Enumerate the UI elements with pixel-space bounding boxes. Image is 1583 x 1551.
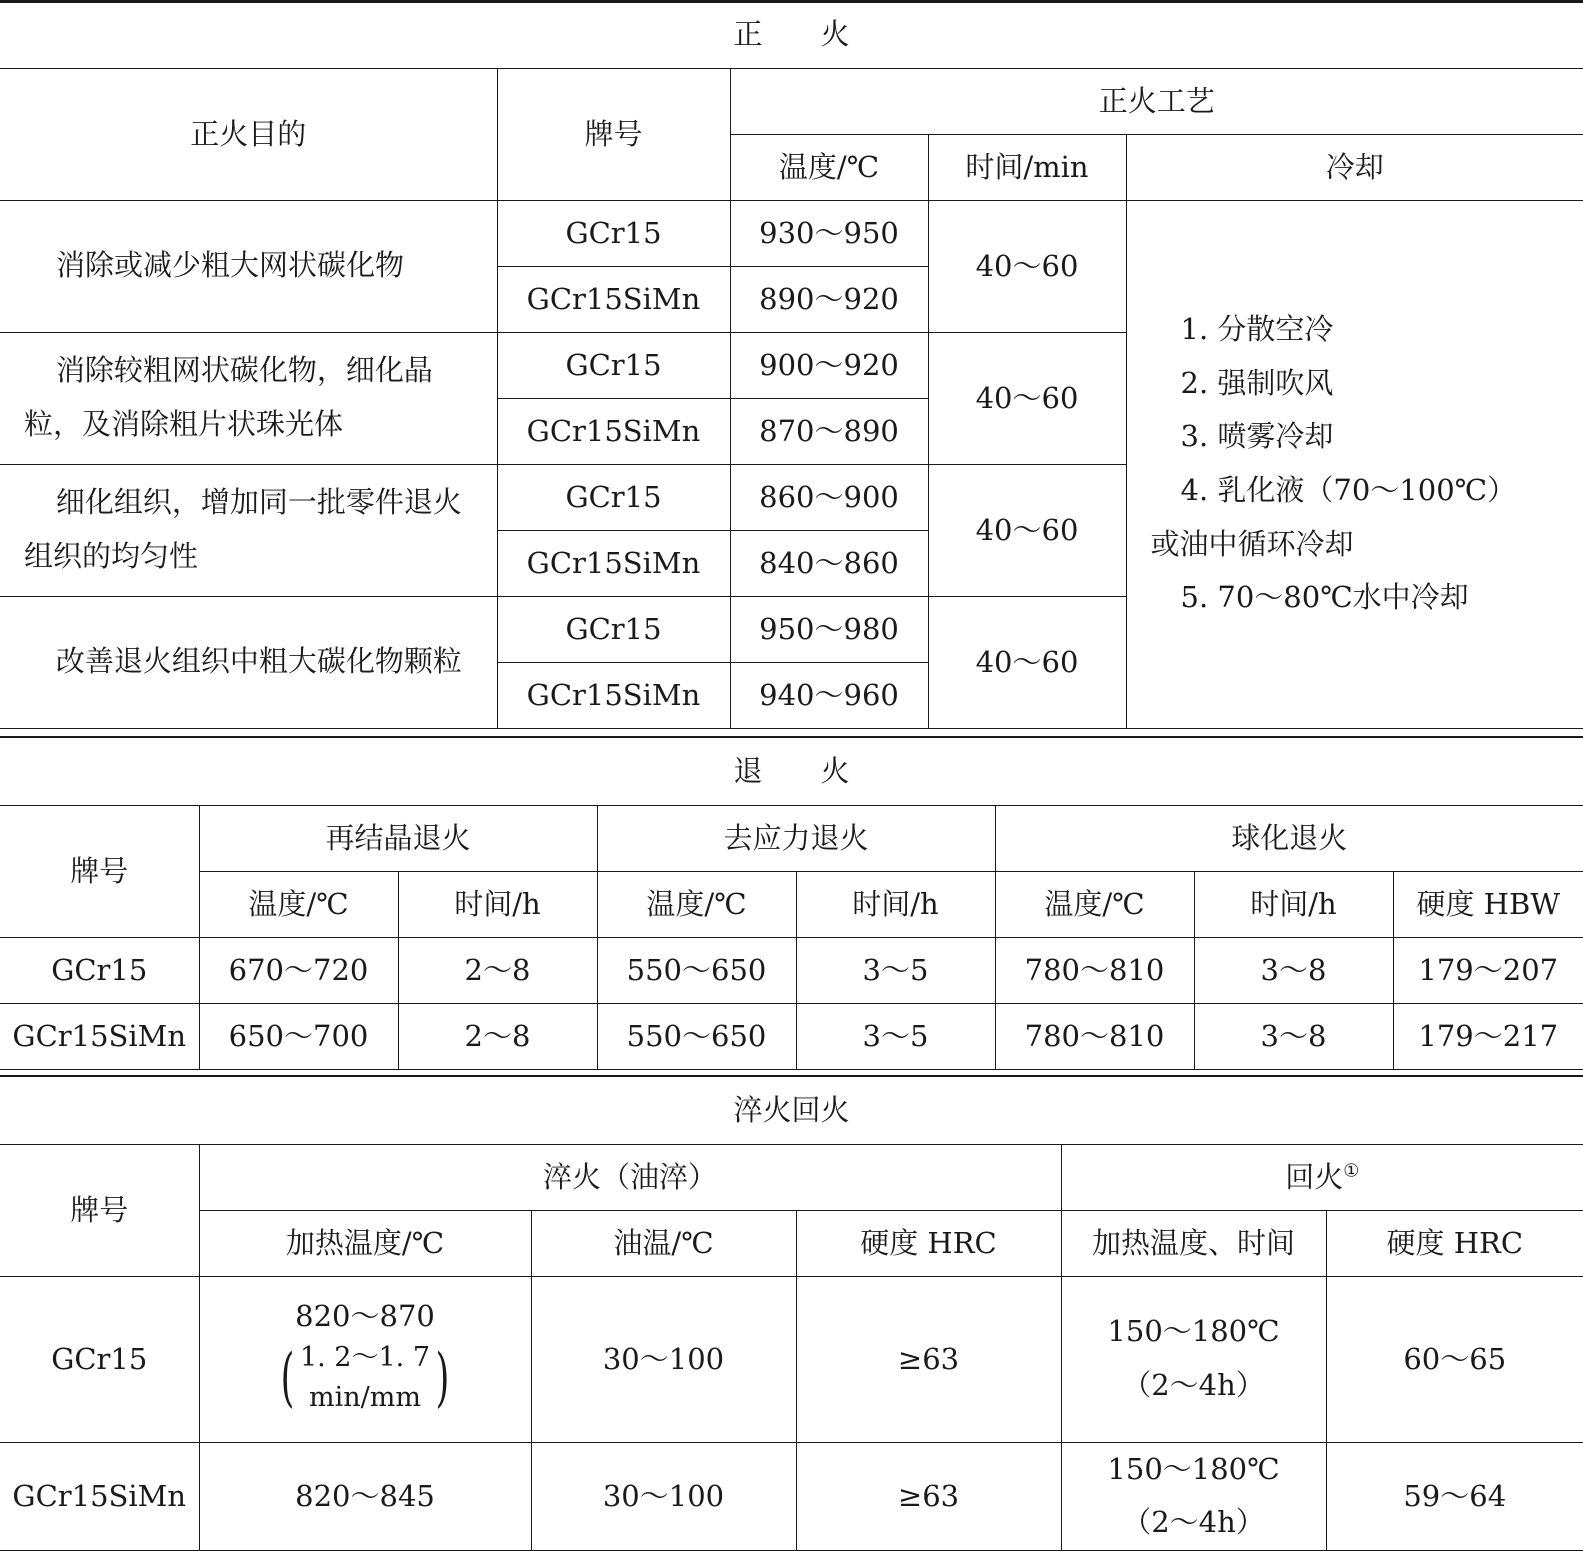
header-time: 时间/h [796,871,995,937]
header-temp: 温度/℃ [995,871,1194,937]
rec-temp-cell: 650～700 [199,1003,398,1069]
cooling-item: 1. 分散空冷 [1180,312,1334,347]
grade-cell: GCr15SiMn [497,662,730,728]
header-time: 时间/h [398,871,597,937]
temp-cell: 860～900 [730,464,928,530]
hardness-cell: 179～207 [1393,937,1583,1003]
sr-temp-cell: 550～650 [597,937,796,1003]
temp-cell: 840～860 [730,530,928,596]
temp-cell: 900～920 [730,332,928,398]
grade-cell: GCr15 [497,332,730,398]
sr-temp-cell: 550～650 [597,1003,796,1069]
header-temper-hardness: 硬度 HRC [1326,1210,1583,1276]
header-spheroidizing: 球化退火 [995,805,1583,871]
temp-cell: 890～920 [730,266,928,332]
time-cell: 40～60 [928,596,1126,728]
heat-rate [275,1338,455,1419]
grade-cell: GCr15 [497,596,730,662]
quench-temper-table [0,1078,1583,1551]
heat-temp-value: 820～870 [295,1299,435,1334]
temper-hardness-cell: 60～65 [1326,1276,1583,1442]
temp-cell: 940～960 [730,662,928,728]
rec-time-cell: 2～8 [398,937,597,1003]
header-temper [1061,1144,1583,1210]
cooling-item: 2. 强制吹风 [1180,365,1334,400]
header-purpose: 正火目的 [0,68,497,200]
left-paren: ( [280,1341,295,1416]
oil-temp-cell: 30～100 [531,1442,796,1550]
grade-cell: GCr15SiMn [0,1442,199,1550]
quench-temper-title: 淬火回火 [0,1078,1583,1144]
grade-cell: GCr15SiMn [497,530,730,596]
grade-cell: GCr15 [0,937,199,1003]
table-row [0,937,1583,1003]
normalizing-title: 正 火 [0,2,1583,68]
oil-temp-cell: 30～100 [531,1276,796,1442]
temper-time: （2～4h） [1122,1368,1265,1402]
grade-cell: GCr15 [497,464,730,530]
purpose-cell: 消除或减少粗大网状碳化物 [0,200,497,332]
table-row [0,1276,1583,1442]
grade-cell: GCr15 [497,200,730,266]
sph-temp-cell: 780～810 [995,937,1194,1003]
purpose-cell: 消除较粗网状碳化物，细化晶粒，及消除粗片状珠光体 [0,332,497,464]
grade-cell: GCr15 [0,1276,199,1442]
heat-temp-cell [199,1276,531,1442]
rec-time-cell: 2～8 [398,1003,597,1069]
time-cell: 40～60 [928,200,1126,332]
sph-time-cell: 3～8 [1194,1003,1393,1069]
temp-cell: 870～890 [730,398,928,464]
hardness-cell: ≥63 [796,1276,1061,1442]
temper-cell [1061,1442,1326,1550]
temper-hardness-cell: 59～64 [1326,1442,1583,1550]
header-process: 正火工艺 [730,68,1583,134]
header-quench: 淬火（油淬） [199,1144,1061,1210]
heat-rate-value: 1. 2～1. 7 [299,1341,431,1373]
header-time: 时间/h [1194,871,1393,937]
grade-cell: GCr15SiMn [497,266,730,332]
header-temp: 温度/℃ [199,871,398,937]
cooling-item: 5. 70～80℃水中冷却 [1180,580,1469,615]
sph-temp-cell: 780～810 [995,1003,1194,1069]
sr-time-cell: 3～5 [796,1003,995,1069]
header-temper-label: 回火 [1285,1159,1344,1194]
purpose-cell: 细化组织，增加同一批零件退火组织的均匀性 [0,464,497,596]
normalizing-table [0,2,1583,729]
cooling-item: 3. 喷雾冷却 [1180,419,1334,454]
heat-rate-fraction [300,1338,430,1419]
annealing-table [0,739,1583,1070]
heat-rate-unit: min/mm [309,1382,421,1414]
header-temp: 温度/℃ [730,134,928,200]
header-temp: 温度/℃ [597,871,796,937]
header-time: 时间/min [928,134,1126,200]
hardness-cell: ≥63 [796,1442,1061,1550]
rec-temp-cell: 670～720 [199,937,398,1003]
header-cooling: 冷却 [1126,134,1583,200]
header-heat-temp-time: 加热温度、时间 [1061,1210,1326,1276]
header-grade: 牌号 [497,68,730,200]
temper-cell [1061,1276,1326,1442]
section-separator [0,1075,1583,1077]
header-stress-relief: 去应力退火 [597,805,995,871]
header-grade: 牌号 [0,805,199,937]
cooling-item: 或油中循环冷却 [1150,526,1354,561]
footnote-marker: ① [1343,1159,1360,1181]
grade-cell: GCr15SiMn [497,398,730,464]
section-separator [0,736,1583,738]
heat-temp-cell: 820～845 [199,1442,531,1550]
grade-cell: GCr15SiMn [0,1003,199,1069]
purpose-cell: 改善退火组织中粗大碳化物颗粒 [0,596,497,728]
right-paren: ) [435,1341,450,1416]
table-row [0,1003,1583,1069]
annealing-title: 退 火 [0,739,1583,805]
temp-cell: 950～980 [730,596,928,662]
temper-time: （2～4h） [1122,1505,1265,1540]
temper-temp: 150～180℃ [1107,1314,1280,1349]
header-heat-temp: 加热温度/℃ [199,1210,531,1276]
header-hardness: 硬度 HRC [796,1210,1061,1276]
header-hardness: 硬度 HBW [1393,871,1583,937]
cooling-item: 4. 乳化液（70～100℃） [1180,473,1517,507]
temp-cell: 930～950 [730,200,928,266]
sr-time-cell: 3～5 [796,937,995,1003]
header-recrystallization: 再结晶退火 [199,805,597,871]
temper-temp: 150～180℃ [1107,1451,1280,1486]
header-grade: 牌号 [0,1144,199,1276]
sph-time-cell: 3～8 [1194,937,1393,1003]
hardness-cell: 179～217 [1393,1003,1583,1069]
table-row [0,1442,1583,1550]
cooling-methods [1126,200,1583,728]
time-cell: 40～60 [928,332,1126,464]
time-cell: 40～60 [928,464,1126,596]
header-oil-temp: 油温/℃ [531,1210,796,1276]
